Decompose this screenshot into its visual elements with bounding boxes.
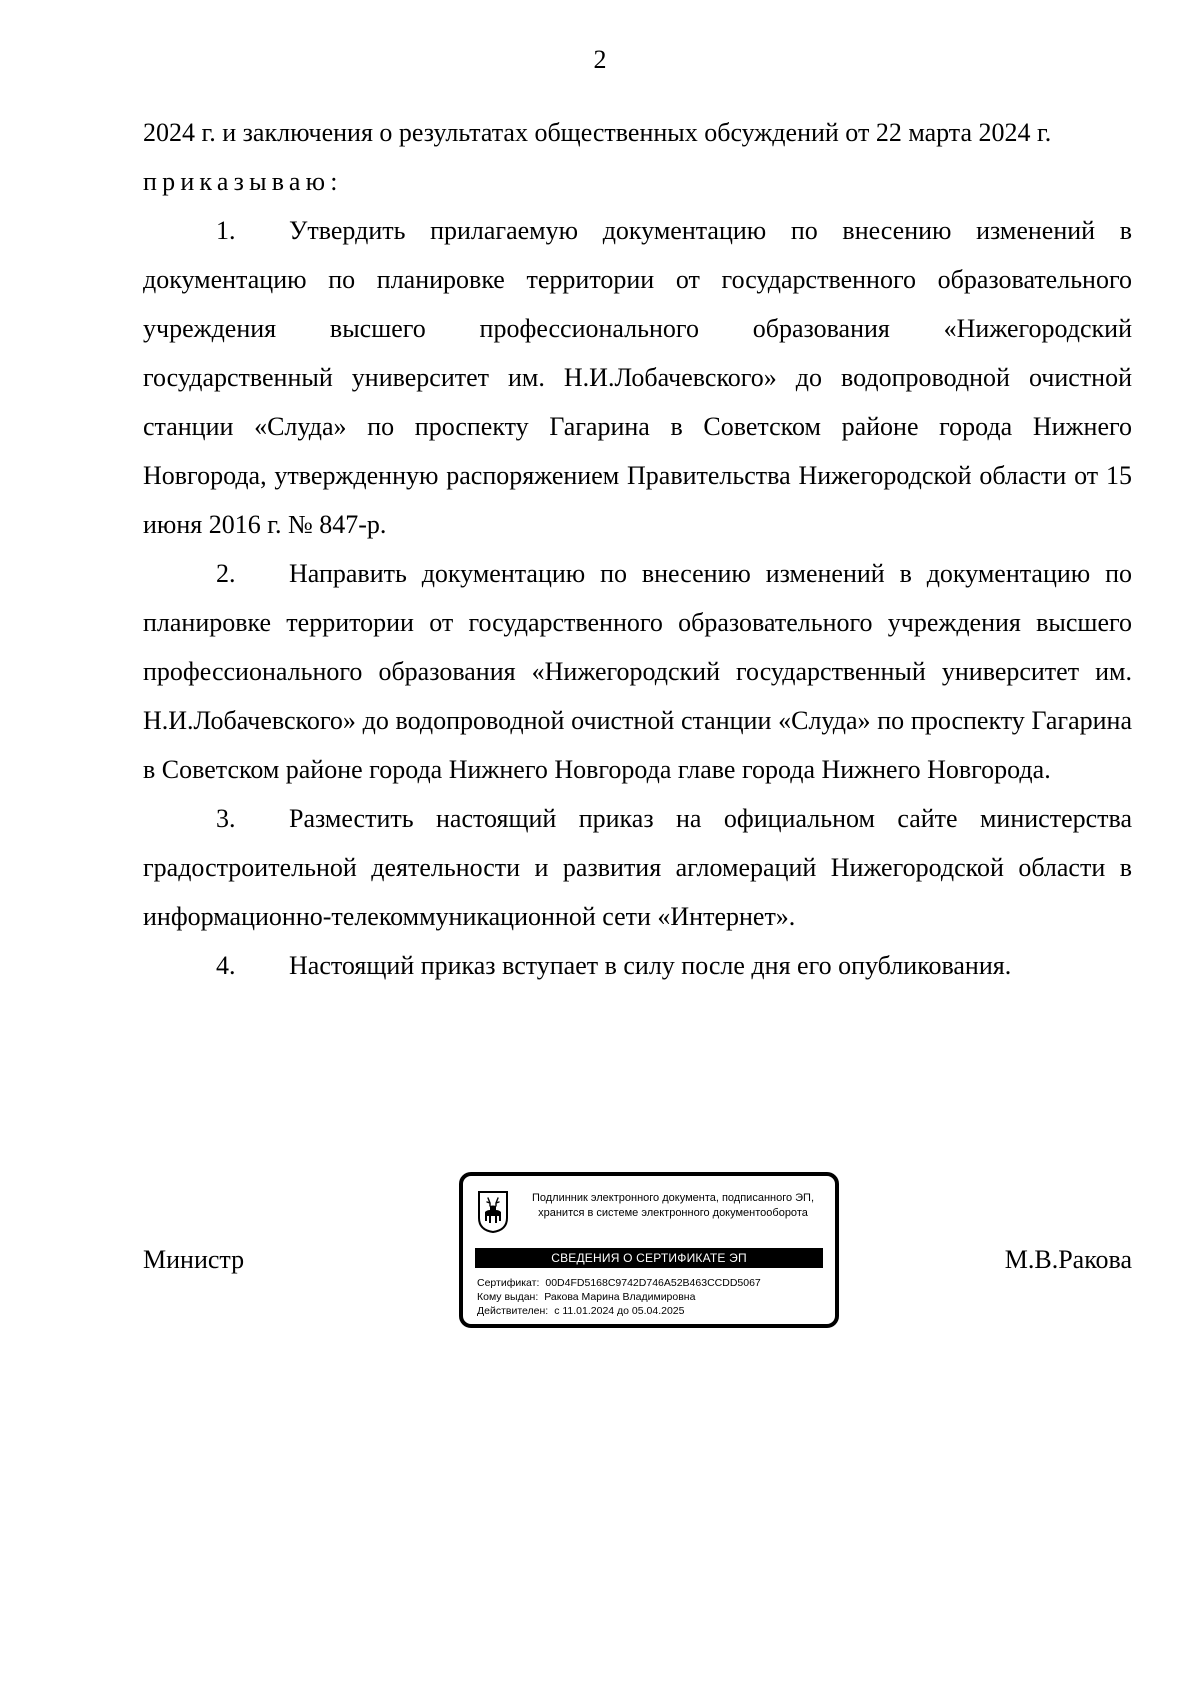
list-item bbox=[143, 206, 1132, 549]
certificate-details bbox=[477, 1276, 829, 1318]
stamp-title: СВЕДЕНИЯ О СЕРТИФИКАТЕ ЭП bbox=[475, 1248, 823, 1268]
issued-to-value: Ракова Марина Владимировна bbox=[544, 1291, 696, 1303]
list-item bbox=[143, 549, 1132, 794]
document-body bbox=[143, 108, 1132, 990]
list-item-text: Разместить настоящий приказ на официальном сайте министерства градостроительной деятельности и развития агломераций Нижегородской области в информационно-телекоммуникационной сети «Интернет». bbox=[143, 804, 1132, 931]
nizhny-novgorod-deer-emblem-icon bbox=[477, 1190, 509, 1234]
validity-label: Действителен: bbox=[477, 1305, 549, 1317]
stamp-header-line: хранится в системе электронного документооборота bbox=[538, 1207, 808, 1219]
list-item-text: Настоящий приказ вступает в силу после дня его опубликования. bbox=[289, 951, 1012, 980]
signatory-position: Министр bbox=[143, 1245, 245, 1274]
certificate-value: 00D4FD5168C9742D746A52B463CCDD5067 bbox=[545, 1277, 761, 1289]
certificate-row bbox=[477, 1276, 829, 1290]
list-item-number: 2. bbox=[216, 559, 236, 588]
stamp-header-line: Подлинник электронного документа, подписанного ЭП, bbox=[531, 1192, 815, 1204]
issued-to-row bbox=[477, 1290, 829, 1304]
list-item-text: Утвердить прилагаемую документацию по внесению изменений в документацию по планировке территории от государственного образовательного учреждения высшего профессионального образования «Нижегородский государственный университет им. Н.И.Лобачевского» до водопроводной очистной станции «Слуда» по проспекту Гагарина в Советском районе города Нижнего Новгорода, утвержденную распоряжением Правительства Нижегородской области от 15 июня 2016 г. № 847-р. bbox=[143, 216, 1132, 539]
intro-paragraph: 2024 г. и заключения о результатах общественных обсуждений от 22 марта 2024 г. bbox=[143, 118, 1052, 147]
list-item-text: Направить документацию по внесению изменений в документацию по планировке территории от государственного образовательного учреждения высшего профессионального образования «Нижегородский государственный университет им. Н.И.Лобачевского» до водопроводной очистной станции «Слуда» по проспекту Гагарина в Советском районе города Нижнего Новгорода главе города Нижнего Новгорода. bbox=[143, 559, 1132, 784]
page-number: 2 bbox=[593, 45, 607, 74]
list-item-number: 4. bbox=[216, 951, 236, 980]
certificate-label: Сертификат: bbox=[477, 1277, 540, 1289]
validity-row bbox=[477, 1304, 829, 1318]
electronic-signature-stamp bbox=[459, 1172, 839, 1328]
list-item-number: 1. bbox=[216, 216, 236, 245]
list-item bbox=[143, 941, 1132, 990]
order-word: приказываю: bbox=[143, 167, 343, 196]
issued-to-label: Кому выдан: bbox=[477, 1291, 539, 1303]
list-item bbox=[143, 794, 1132, 941]
list-item-number: 3. bbox=[216, 804, 236, 833]
stamp-header bbox=[519, 1191, 827, 1221]
signatory-name: М.В.Ракова bbox=[1004, 1245, 1132, 1274]
validity-value: с 11.01.2024 до 05.04.2025 bbox=[554, 1305, 685, 1317]
